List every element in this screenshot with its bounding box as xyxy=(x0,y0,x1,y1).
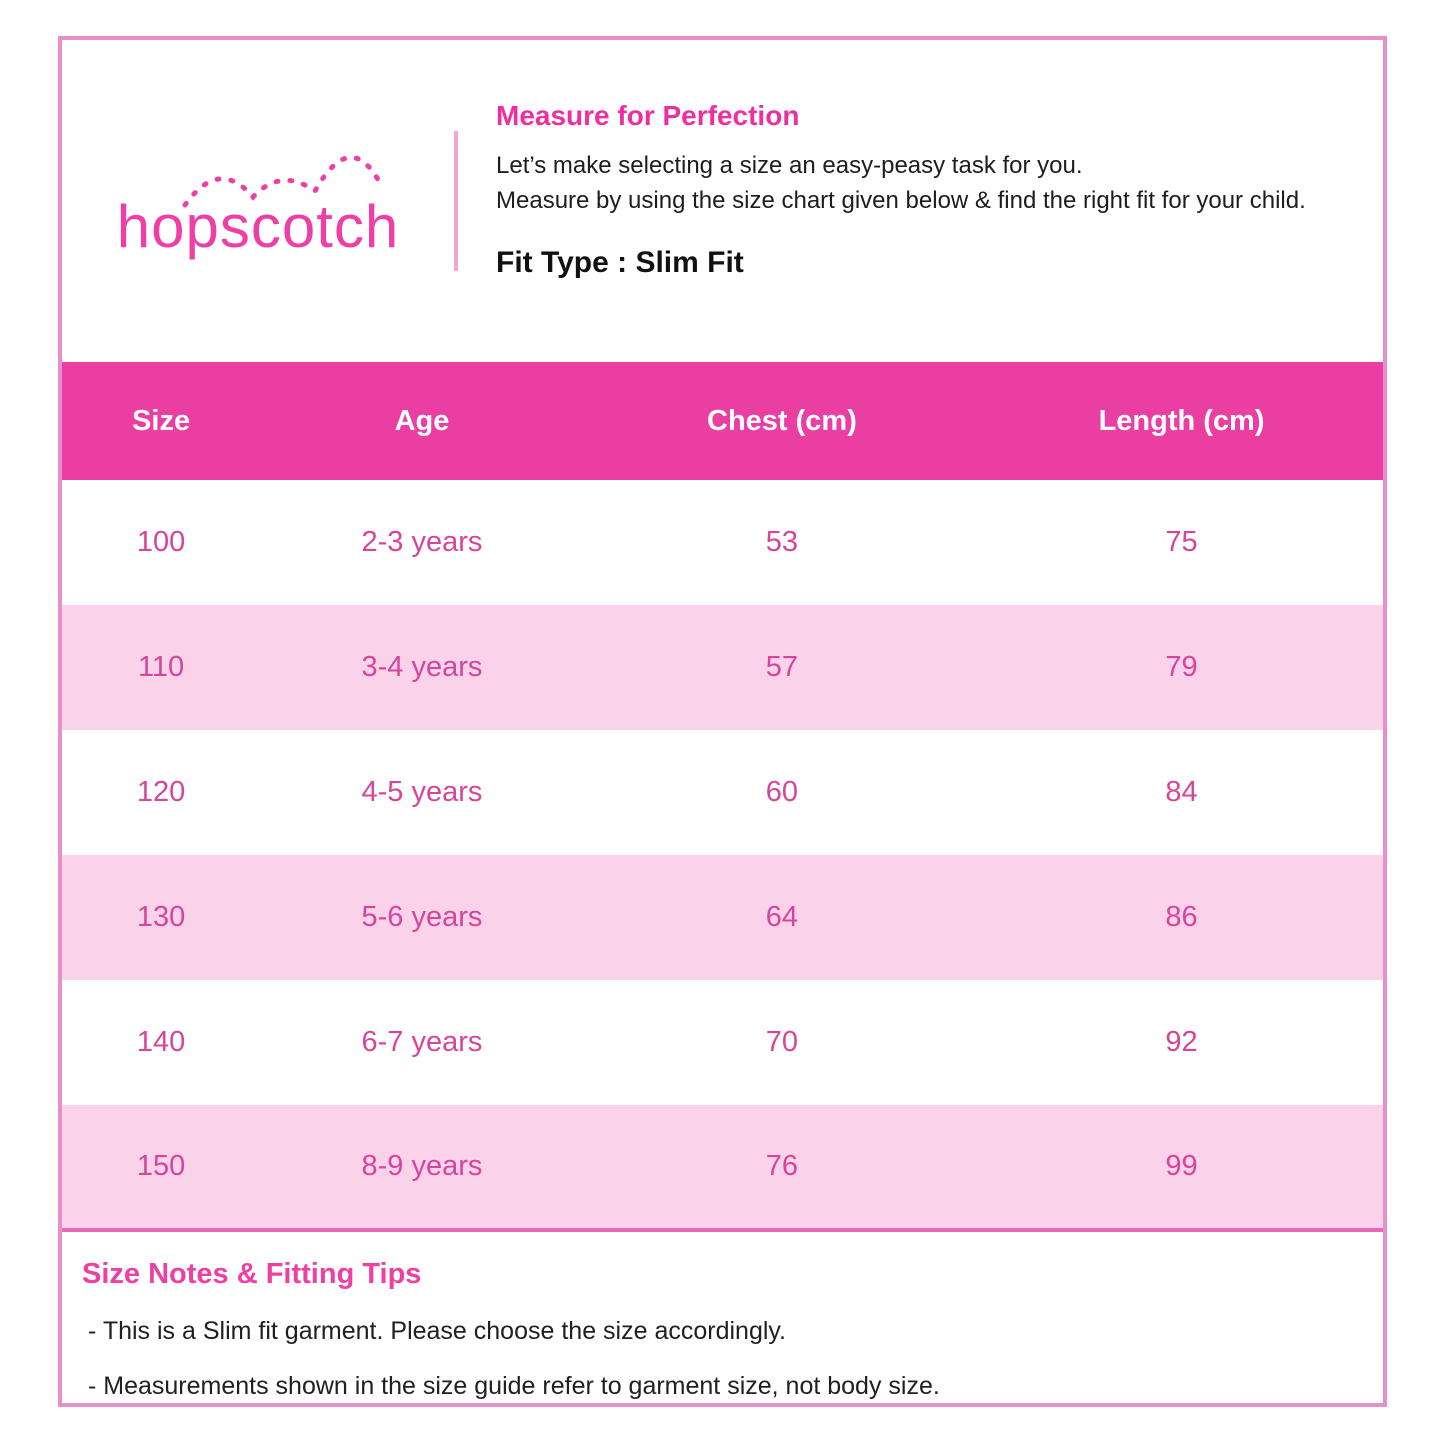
column-header-size: Size xyxy=(62,362,260,480)
cell-chest: 53 xyxy=(765,526,799,558)
cell-size: 110 xyxy=(137,651,185,683)
header-row xyxy=(62,362,1383,480)
cell-size: 120 xyxy=(136,776,186,808)
table-row xyxy=(62,980,1383,1105)
notes-section xyxy=(62,1232,1383,1403)
notes-heading: Size Notes & Fitting Tips xyxy=(82,1258,422,1290)
header-section xyxy=(62,40,1383,362)
intro-section xyxy=(458,40,1383,362)
cell-chest: 60 xyxy=(765,776,799,808)
cell-chest: 76 xyxy=(584,1105,980,1230)
size-chart-card xyxy=(58,36,1387,1407)
cell-chest: 70 xyxy=(765,1026,799,1058)
cell-chest: 64 xyxy=(765,901,799,933)
cell-length: 92 xyxy=(1165,1026,1198,1058)
table-row xyxy=(62,730,1383,855)
note-item: - This is a Slim fit garment. Please choose the size accordingly. xyxy=(88,1317,786,1345)
note-item: - Measurements shown in the size guide refer to garment size, not body size. xyxy=(88,1372,940,1400)
intro-line-2: Measure by using the size chart given below & find the right fit for your child. xyxy=(496,187,1306,214)
cell-size: 130 xyxy=(136,901,186,933)
cell-chest: 57 xyxy=(765,651,799,683)
cell-age: 3-4 years xyxy=(361,651,483,683)
brand-logo-inner xyxy=(116,193,400,260)
fit-type-text: Fit Type : Slim Fit xyxy=(496,246,744,279)
brand-logo-text: hopscotch xyxy=(116,193,400,260)
cell-length: 79 xyxy=(1165,651,1198,683)
column-header-length: Length (cm) xyxy=(980,362,1383,480)
size-table-header xyxy=(62,362,1383,480)
size-table xyxy=(62,362,1383,1232)
cell-age: 5-6 years xyxy=(361,901,483,933)
table-row xyxy=(62,1105,1383,1230)
cell-age: 4-5 years xyxy=(361,776,483,808)
cell-size: 150 xyxy=(62,1105,260,1230)
cell-age: 6-7 years xyxy=(361,1026,483,1058)
cell-length: 86 xyxy=(1165,901,1198,933)
hopscotch-arcs-icon xyxy=(179,139,429,211)
table-row xyxy=(62,480,1383,605)
column-header-age: Age xyxy=(260,362,584,480)
column-header-chest: Chest (cm) xyxy=(584,362,980,480)
cell-length: 99 xyxy=(980,1105,1383,1230)
cell-size: 140 xyxy=(136,1026,186,1058)
cell-age: 2-3 years xyxy=(361,526,483,558)
cell-size: 100 xyxy=(136,526,186,558)
size-table-body xyxy=(62,480,1383,1230)
table-row xyxy=(62,605,1383,730)
table-row xyxy=(62,855,1383,980)
intro-heading: Measure for Perfection xyxy=(496,100,800,131)
intro-line-1: Let’s make selecting a size an easy-peasy task for you. xyxy=(496,152,1083,179)
cell-age: 8-9 years xyxy=(260,1105,584,1230)
cell-length: 84 xyxy=(1165,776,1198,808)
brand-logo xyxy=(62,40,454,362)
cell-length: 75 xyxy=(1165,526,1198,558)
